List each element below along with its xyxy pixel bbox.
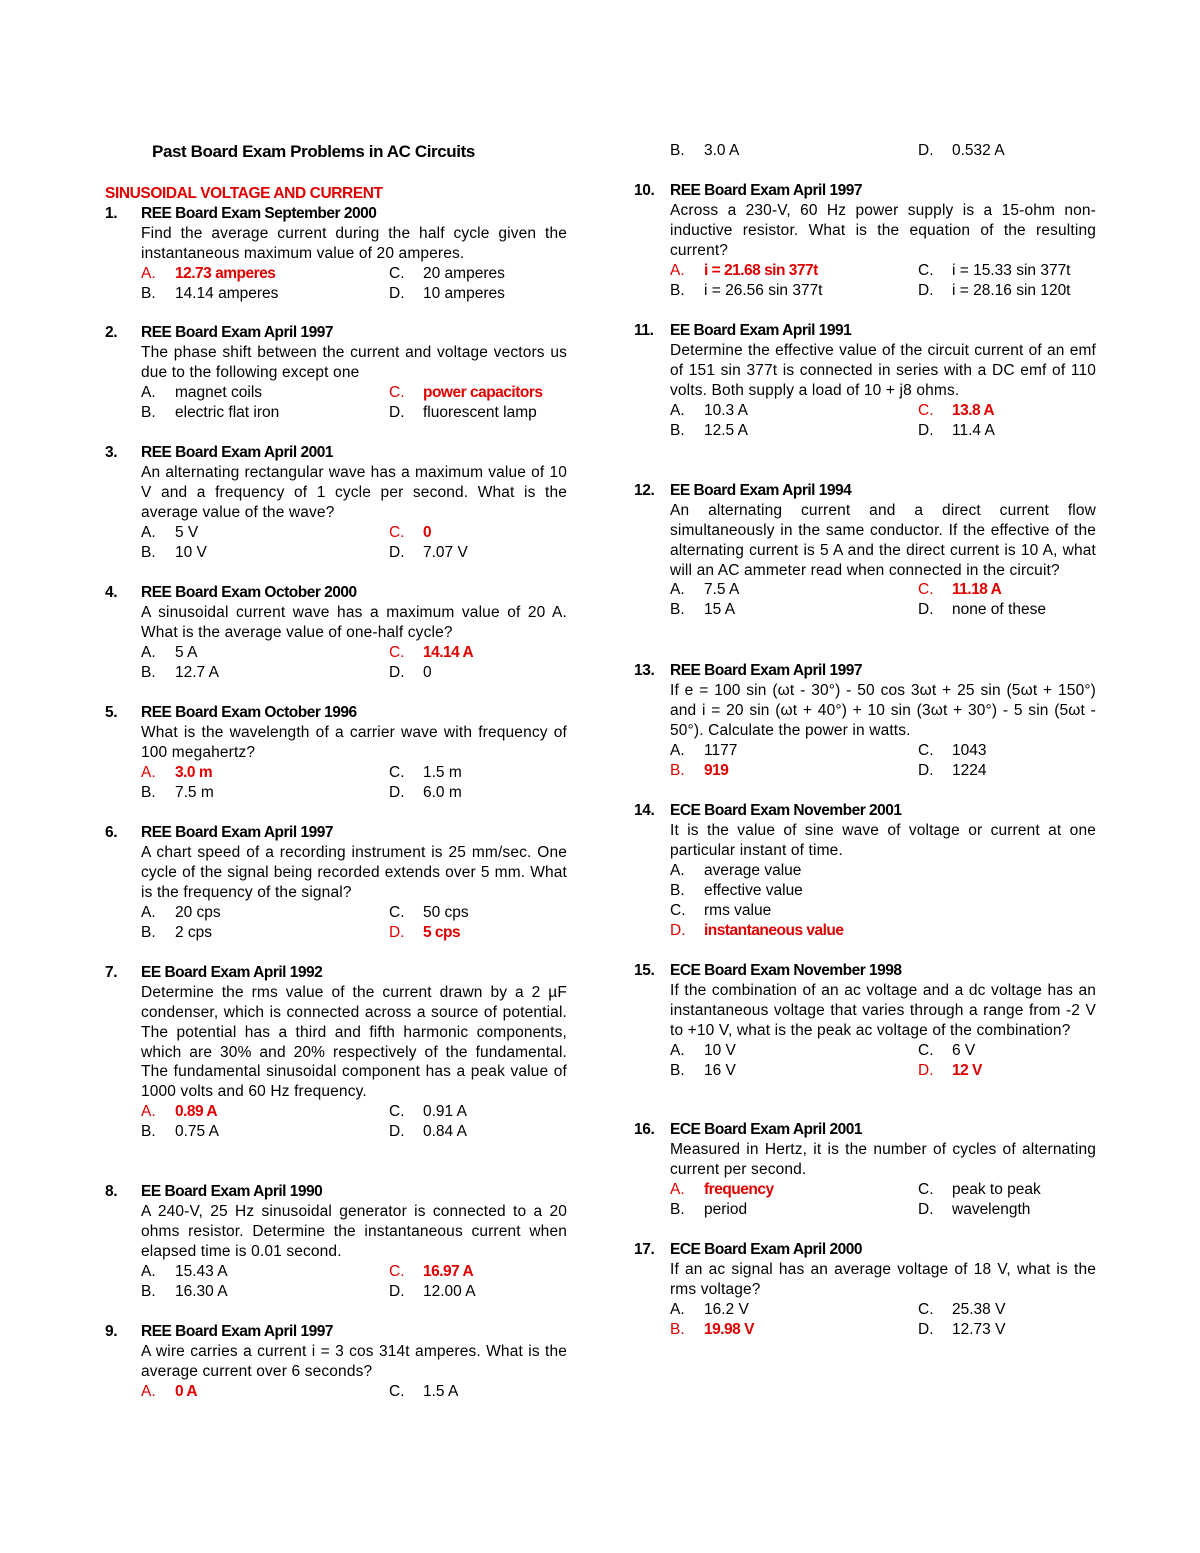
choice-c [670, 901, 771, 921]
choice-label: B. [141, 1282, 156, 1300]
question-8 [105, 1182, 567, 1302]
choice-label: B. [670, 421, 685, 439]
choice-text: i = 28.16 sin 120t [952, 281, 1071, 299]
choice-label: C. [918, 581, 934, 599]
choice-d [918, 281, 1071, 301]
choice-a [670, 261, 918, 281]
choice-label: D. [918, 1320, 934, 1338]
question-6 [105, 823, 567, 943]
choice-text: 0.84 A [423, 1123, 467, 1141]
choice-a [141, 264, 389, 284]
choice-text: 1.5 A [423, 1382, 459, 1400]
choices [670, 1041, 1096, 1081]
choice-text: 0.91 A [423, 1103, 467, 1121]
choice-label: C. [918, 741, 934, 759]
choice-label: B. [670, 281, 685, 299]
question-number: 10. [634, 182, 655, 199]
question-number: 1. [105, 205, 118, 222]
choice-text: 7.07 V [423, 543, 468, 561]
choice-c [918, 580, 1001, 600]
choice-text: 7.5 m [175, 783, 214, 801]
question-17 [634, 1240, 1096, 1340]
choice-d [389, 284, 505, 304]
choice-text: rms value [704, 901, 772, 919]
choice-text: average value [704, 861, 802, 879]
question-text: An alternating current and a direct current flow simultaneously in the same conductor. If the effective of the alternating current is 5 A and the direct current is 10 A, what will an AC ammeter read when connected in the circuit? [670, 502, 1096, 579]
choice-text: 3.0 m [175, 763, 213, 781]
choices [141, 1262, 567, 1302]
question-number: 15. [634, 962, 655, 979]
question-number: 12. [634, 482, 655, 499]
choice-text: 10 amperes [423, 284, 505, 302]
choice-label: B. [670, 881, 685, 899]
choice-d [389, 1122, 467, 1142]
question-10 [634, 181, 1096, 301]
choice-text: i = 15.33 sin 377t [952, 261, 1071, 279]
choice-label: D. [389, 1282, 405, 1300]
choice-text: 15 A [704, 601, 736, 619]
choice-label: C. [389, 643, 405, 661]
choice-text: 3.0 A [704, 142, 740, 159]
choice-a [141, 763, 389, 783]
choice-label: B. [141, 1123, 156, 1141]
choices [670, 1300, 1096, 1340]
choice-c [918, 401, 994, 421]
choice-label: A. [141, 1103, 156, 1121]
choice-text: 1177 [704, 741, 738, 759]
choice-label: A. [670, 741, 685, 759]
choice-b [141, 783, 389, 803]
question-number: 16. [634, 1121, 655, 1138]
choice-b [141, 543, 389, 563]
choice-label: C. [918, 261, 934, 279]
choices [141, 763, 567, 803]
choice-label: C. [389, 1103, 405, 1121]
choice-text: 19.98 V [704, 1320, 754, 1338]
choice-b [670, 1200, 918, 1220]
question-source: ECE Board Exam April 2000 [670, 1241, 862, 1258]
question-14 [634, 801, 1096, 941]
choice-c [389, 523, 431, 543]
choice-text: 11.4 A [952, 421, 995, 439]
choice-d [389, 923, 460, 943]
choice-text: peak to peak [952, 1180, 1041, 1198]
choice-label: A. [670, 1041, 685, 1059]
question-16 [634, 1120, 1096, 1220]
choice-label: C. [670, 901, 686, 919]
choice-d [918, 600, 1046, 620]
question-source: REE Board Exam September 2000 [141, 205, 377, 222]
choice-label: B. [141, 284, 156, 302]
choice-label: D. [389, 783, 405, 801]
choice-label: A. [141, 1262, 156, 1280]
choice-d [918, 141, 1005, 161]
choice-d [389, 543, 468, 563]
choice-label: D. [918, 1061, 934, 1079]
question-text: If e = 100 sin (ωt - 30°) - 50 cos 3ωt + 25 sin (5ωt + 150°) and i = 20 sin (ωt + 40°) + 10 sin (3ωt + 30°) - 5 sin (5ωt - 50°). Calculate the power in watts. [670, 682, 1096, 739]
question-number: 6. [105, 824, 118, 841]
choice-label: A. [141, 903, 156, 921]
choice-b [141, 403, 389, 423]
choice-label: C. [389, 1262, 405, 1280]
choice-b [141, 663, 389, 683]
choice-c [389, 264, 505, 284]
choices [670, 401, 1096, 441]
choices [670, 741, 1096, 781]
choice-c [389, 763, 462, 783]
question-number: 2. [105, 324, 118, 341]
choice-d [918, 1061, 982, 1081]
choices [141, 1102, 567, 1142]
question-5 [105, 703, 567, 803]
choice-d [918, 421, 995, 441]
question-1 [105, 204, 567, 304]
choice-text: 10 V [704, 1041, 736, 1059]
choice-text: 5 cps [423, 923, 461, 941]
choice-text: power capacitors [423, 383, 543, 401]
choice-text: 0.532 A [952, 142, 1005, 159]
question-9-continued [634, 141, 1096, 161]
choice-label: D. [389, 543, 405, 561]
choice-a [141, 643, 389, 663]
choice-b [670, 281, 918, 301]
choice-text: 15.43 A [175, 1262, 228, 1280]
question-source: REE Board Exam April 1997 [670, 182, 862, 199]
question-source: EE Board Exam April 1991 [670, 322, 852, 339]
question-number: 9. [105, 1323, 118, 1340]
choice-label: D. [670, 921, 686, 939]
question-number: 3. [105, 444, 118, 461]
choice-b [670, 421, 918, 441]
choice-b [670, 1320, 918, 1340]
question-source: REE Board Exam April 1997 [670, 662, 862, 679]
section-heading: SINUSOIDAL VOLTAGE AND CURRENT [105, 185, 383, 202]
question-source: REE Board Exam October 1996 [141, 704, 357, 721]
choice-label: C. [389, 1382, 405, 1400]
question-number: 17. [634, 1241, 655, 1258]
question-3 [105, 443, 567, 563]
choice-b [141, 284, 389, 304]
choice-b [141, 1282, 389, 1302]
choice-text: 20 amperes [423, 264, 505, 282]
choice-c [918, 741, 986, 761]
question-number: 8. [105, 1183, 118, 1200]
question-source: REE Board Exam April 1997 [141, 824, 333, 841]
choice-text: 11.18 A [952, 581, 1002, 599]
choice-text: 12.73 V [952, 1320, 1006, 1338]
question-12 [634, 481, 1096, 620]
choice-b [670, 141, 918, 161]
question-number: 13. [634, 662, 655, 679]
choice-text: 6.0 m [423, 783, 462, 801]
choice-c [918, 1041, 975, 1061]
choice-label: B. [670, 761, 685, 779]
question-text: An alternating rectangular wave has a maximum value of 10 V and a frequency of 1 cycle per second. What is the average value of the wave? [141, 464, 567, 521]
choice-label: A. [141, 264, 156, 282]
question-text: If an ac signal has an average voltage of 18 V, what is the rms voltage? [670, 1261, 1096, 1298]
choices [670, 141, 1096, 161]
choice-text: 0.75 A [175, 1123, 219, 1141]
choice-text: effective value [704, 881, 803, 899]
choice-a [141, 523, 389, 543]
question-7 [105, 963, 567, 1142]
choice-label: C. [389, 264, 405, 282]
choice-label: D. [918, 1200, 934, 1218]
choice-label: B. [141, 783, 156, 801]
choice-c [389, 1262, 473, 1282]
choice-text: 6 V [952, 1041, 976, 1059]
choice-label: A. [670, 1300, 685, 1318]
choice-text: 12 V [952, 1061, 982, 1079]
question-source: EE Board Exam April 1992 [141, 964, 323, 981]
choice-text: period [704, 1200, 748, 1218]
choice-text: frequency [704, 1180, 774, 1198]
choice-text: 16 V [704, 1061, 736, 1079]
choice-b [670, 1061, 918, 1081]
question-number: 14. [634, 802, 655, 819]
choice-label: B. [141, 923, 156, 941]
question-2 [105, 323, 567, 423]
choice-d [389, 1282, 476, 1302]
choice-label: A. [141, 643, 156, 661]
choice-d [918, 1320, 1005, 1340]
question-text: A chart speed of a recording instrument is 25 mm/sec. One cycle of the signal being recorded extends over 5 mm. What is the frequency of the signal? [141, 844, 567, 901]
question-15 [634, 961, 1096, 1081]
choice-label: C. [389, 903, 405, 921]
choice-label: D. [389, 923, 405, 941]
question-source: REE Board Exam April 1997 [141, 324, 333, 341]
choice-text: 1224 [952, 761, 987, 779]
choice-label: A. [670, 1180, 685, 1198]
choice-d [389, 403, 537, 423]
choice-b [670, 600, 918, 620]
question-source: REE Board Exam April 2001 [141, 444, 333, 461]
choice-text: 1.5 m [423, 763, 462, 781]
choice-label: A. [670, 401, 685, 419]
choice-text: 12.7 A [175, 663, 219, 681]
choice-c [389, 1102, 467, 1122]
question-number: 11. [634, 322, 654, 339]
question-text: A sinusoidal current wave has a maximum value of 20 A. What is the average value of one-half cycle? [141, 604, 567, 641]
choice-text: instantaneous value [704, 921, 844, 939]
choice-label: C. [918, 1041, 934, 1059]
choice-c [918, 1180, 1041, 1200]
choice-c [389, 1382, 458, 1402]
choice-a [670, 401, 918, 421]
choice-text: 12.5 A [704, 421, 748, 439]
choice-text: 0 A [175, 1382, 198, 1400]
choices [670, 261, 1096, 301]
choice-text: 12.73 amperes [175, 264, 276, 282]
choice-label: C. [389, 523, 405, 541]
choice-text: 0.89 A [175, 1103, 218, 1121]
choice-c [389, 903, 469, 923]
document-title: Past Board Exam Problems in AC Circuits [152, 142, 475, 161]
choice-label: C. [918, 1180, 934, 1198]
choice-text: 25.38 V [952, 1300, 1006, 1318]
choice-label: D. [918, 281, 934, 299]
question-text: A wire carries a current i = 3 cos 314t amperes. What is the average current over 6 seconds? [141, 1343, 567, 1380]
question-text: What is the wavelength of a carrier wave with frequency of 100 megahertz? [141, 724, 567, 761]
question-text: The phase shift between the current and voltage vectors us due to the following except one [141, 344, 567, 381]
choice-text: 10 V [175, 543, 207, 561]
choice-label: D. [389, 284, 405, 302]
question-number: 4. [105, 584, 118, 601]
choice-label: A. [670, 581, 685, 599]
choice-text: 919 [704, 761, 729, 779]
choice-label: A. [141, 763, 156, 781]
choice-a [141, 1102, 389, 1122]
choice-label: B. [670, 601, 685, 619]
choice-label: D. [918, 142, 934, 159]
choice-label: A. [141, 1382, 156, 1400]
choice-text: 16.97 A [423, 1262, 474, 1280]
choices [670, 861, 1096, 941]
question-source: ECE Board Exam April 2001 [670, 1121, 862, 1138]
question-number: 7. [105, 964, 118, 981]
choice-label: A. [670, 261, 685, 279]
choice-a [670, 1041, 918, 1061]
choices [670, 1180, 1096, 1220]
choice-d [918, 761, 986, 781]
choice-label: C. [389, 383, 405, 401]
choice-a [670, 1180, 918, 1200]
choice-d [389, 783, 462, 803]
choice-text: 0 [423, 663, 432, 681]
choice-label: D. [389, 1123, 405, 1141]
question-source: EE Board Exam April 1990 [141, 1183, 323, 1200]
choice-label: A. [141, 383, 156, 401]
question-source: EE Board Exam April 1994 [670, 482, 852, 499]
question-text: Determine the rms value of the current drawn by a 2 µF condenser, which is connected across a source of potential. The potential has a third and fifth harmonic components, which are 30% and 20% respectively of the fundamental. The fundamental sinusoidal component has a peak value of 1000 volts and 60 Hz frequency. [141, 984, 567, 1101]
choice-b [670, 881, 803, 901]
choice-text: 5 A [175, 643, 198, 661]
question-text: Determine the effective value of the circuit current of an emf of 151 sin 377t is connected in series with a DC emf of 110 volts. Both supply a load of 10 + j8 ohms. [670, 342, 1096, 399]
choice-d [918, 1200, 1030, 1220]
choice-a [670, 861, 801, 881]
choice-label: A. [141, 523, 156, 541]
choice-text: magnet coils [175, 383, 263, 401]
choices [670, 580, 1096, 620]
question-9 [105, 1322, 567, 1402]
choice-c [389, 383, 543, 403]
question-source: ECE Board Exam November 2001 [670, 802, 902, 819]
question-text: If the combination of an ac voltage and a dc voltage has an instantaneous voltage that varies through a range from -2 V to +10 V, what is the peak ac voltage of the combination? [670, 982, 1096, 1039]
choice-text: 50 cps [423, 903, 469, 921]
choice-text: 5 V [175, 523, 199, 541]
choice-a [670, 580, 918, 600]
choice-label: D. [389, 663, 405, 681]
choice-text: 10.3 A [704, 401, 748, 419]
choices [141, 523, 567, 563]
question-text: A 240-V, 25 Hz sinusoidal generator is connected to a 20 ohms resistor. Determine the instantaneous current when elapsed time is 0.01 second. [141, 1203, 567, 1260]
choice-label: D. [389, 403, 405, 421]
choice-text: 7.5 A [704, 581, 740, 599]
choice-label: C. [389, 763, 405, 781]
question-4 [105, 583, 567, 683]
choice-c [918, 1300, 1005, 1320]
choice-text: 13.8 A [952, 401, 995, 419]
choices [141, 643, 567, 683]
question-number: 5. [105, 704, 118, 721]
question-source: REE Board Exam October 2000 [141, 584, 357, 601]
choices [141, 264, 567, 304]
choice-a [670, 1300, 918, 1320]
choice-text: i = 21.68 sin 377t [704, 261, 818, 279]
choice-label: B. [141, 403, 156, 421]
choice-b [141, 1122, 389, 1142]
choice-label: A. [670, 861, 685, 879]
choice-text: wavelength [952, 1200, 1031, 1218]
choice-label: B. [670, 1061, 685, 1079]
question-text: It is the value of sine wave of voltage or current at one particular instant of time. [670, 822, 1096, 859]
choice-text: none of these [952, 601, 1046, 619]
choice-label: C. [918, 401, 934, 419]
choices [141, 1382, 567, 1402]
choice-label: D. [918, 761, 934, 779]
choice-label: D. [918, 601, 934, 619]
choice-label: D. [918, 421, 934, 439]
choice-text: 2 cps [175, 923, 213, 941]
choice-text: 14.14 amperes [175, 284, 279, 302]
choice-text: 12.00 A [423, 1282, 476, 1300]
choice-text: 1043 [952, 741, 987, 759]
choice-text: i = 26.56 sin 377t [704, 281, 823, 299]
choice-text: fluorescent lamp [423, 403, 537, 421]
question-source: ECE Board Exam November 1998 [670, 962, 902, 979]
choice-label: B. [670, 1320, 685, 1338]
choice-a [141, 383, 389, 403]
question-source: REE Board Exam April 1997 [141, 1323, 333, 1340]
choice-a [141, 903, 389, 923]
question-text: Find the average current during the half cycle given the instantaneous maximum value of 20 amperes. [141, 225, 567, 262]
choice-a [141, 1262, 389, 1282]
question-11 [634, 321, 1096, 441]
choice-b [670, 761, 918, 781]
choice-text: electric flat iron [175, 403, 280, 421]
choice-c [389, 643, 473, 663]
choice-c [918, 261, 1071, 281]
choice-label: B. [141, 663, 156, 681]
choice-b [141, 923, 389, 943]
choices [141, 383, 567, 423]
choice-text: 16.30 A [175, 1282, 228, 1300]
choice-label: B. [670, 1200, 685, 1218]
choice-text: 14.14 A [423, 643, 474, 661]
question-13 [634, 661, 1096, 781]
choice-d [389, 663, 432, 683]
choice-a [670, 741, 918, 761]
choice-text: 0 [423, 523, 432, 541]
choice-text: 20 cps [175, 903, 221, 921]
question-text: Across a 230-V, 60 Hz power supply is a 15-ohm non-inductive resistor. What is the equation of the resulting current? [670, 202, 1096, 259]
choice-a [141, 1382, 389, 1402]
question-text: Measured in Hertz, it is the number of cycles of alternating current per second. [670, 1141, 1096, 1178]
choice-label: B. [141, 543, 156, 561]
choice-text: 16.2 V [704, 1300, 749, 1318]
choices [141, 903, 567, 943]
choice-label: C. [918, 1300, 934, 1318]
choice-label: B. [670, 142, 685, 159]
choice-d [670, 921, 844, 941]
